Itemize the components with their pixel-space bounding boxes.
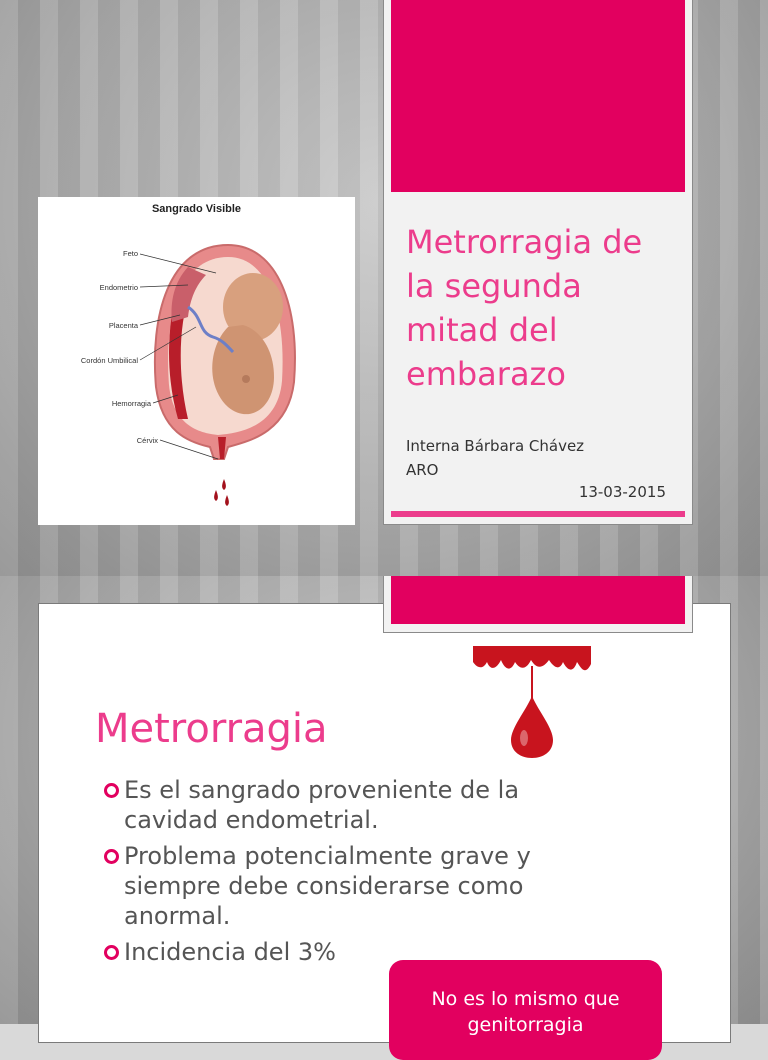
ring-bullet-icon bbox=[104, 945, 119, 960]
title-card bbox=[383, 0, 693, 525]
presenter-info bbox=[406, 434, 584, 482]
bullet-text: Incidencia del 3% bbox=[124, 938, 336, 966]
bullet-text: Problema potencialmente grave y siempre debe considerarse como anormal. bbox=[124, 842, 531, 930]
ring-bullet-icon bbox=[104, 849, 119, 864]
callout-note bbox=[389, 960, 662, 1060]
slide-title: Metrorragia bbox=[95, 706, 328, 752]
blood-drip-icon bbox=[473, 646, 591, 761]
callout-text: No es lo mismo que genitorragia bbox=[431, 988, 620, 1036]
diagram-label-feto: Feto bbox=[122, 249, 138, 258]
header-accent-block bbox=[391, 576, 685, 624]
list-item bbox=[102, 841, 572, 931]
list-item bbox=[102, 775, 572, 835]
presenter-unit: ARO bbox=[406, 461, 439, 479]
slide-header-tab bbox=[383, 576, 693, 633]
diagram-label-hemorragia: Hemorragia bbox=[111, 399, 151, 408]
bleeding-diagram bbox=[38, 197, 355, 525]
title-accent-block bbox=[391, 0, 685, 192]
diagram-label-placenta: Placenta bbox=[108, 321, 138, 330]
content-area bbox=[38, 603, 731, 1043]
ring-bullet-icon bbox=[104, 783, 119, 798]
presenter-name: Interna Bárbara Chávez bbox=[406, 437, 585, 455]
bullet-text: Es el sangrado proveniente de la cavidad endometrial. bbox=[124, 776, 520, 834]
diagram-label-cervix: Cérvix bbox=[136, 436, 158, 445]
content-slide bbox=[0, 576, 768, 1036]
diagram-label-endometrio: Endometrio bbox=[99, 283, 138, 292]
presentation-title: Metrorragia de la segunda mitad del embarazo bbox=[406, 223, 643, 393]
title-underline-bar bbox=[391, 511, 685, 517]
bullet-list bbox=[102, 775, 572, 973]
presentation-date: 13-03-2015 bbox=[578, 483, 666, 501]
diagram-label-cordon: Cordón Umbilical bbox=[80, 356, 138, 365]
diagram-title: Sangrado Visible bbox=[151, 203, 242, 215]
